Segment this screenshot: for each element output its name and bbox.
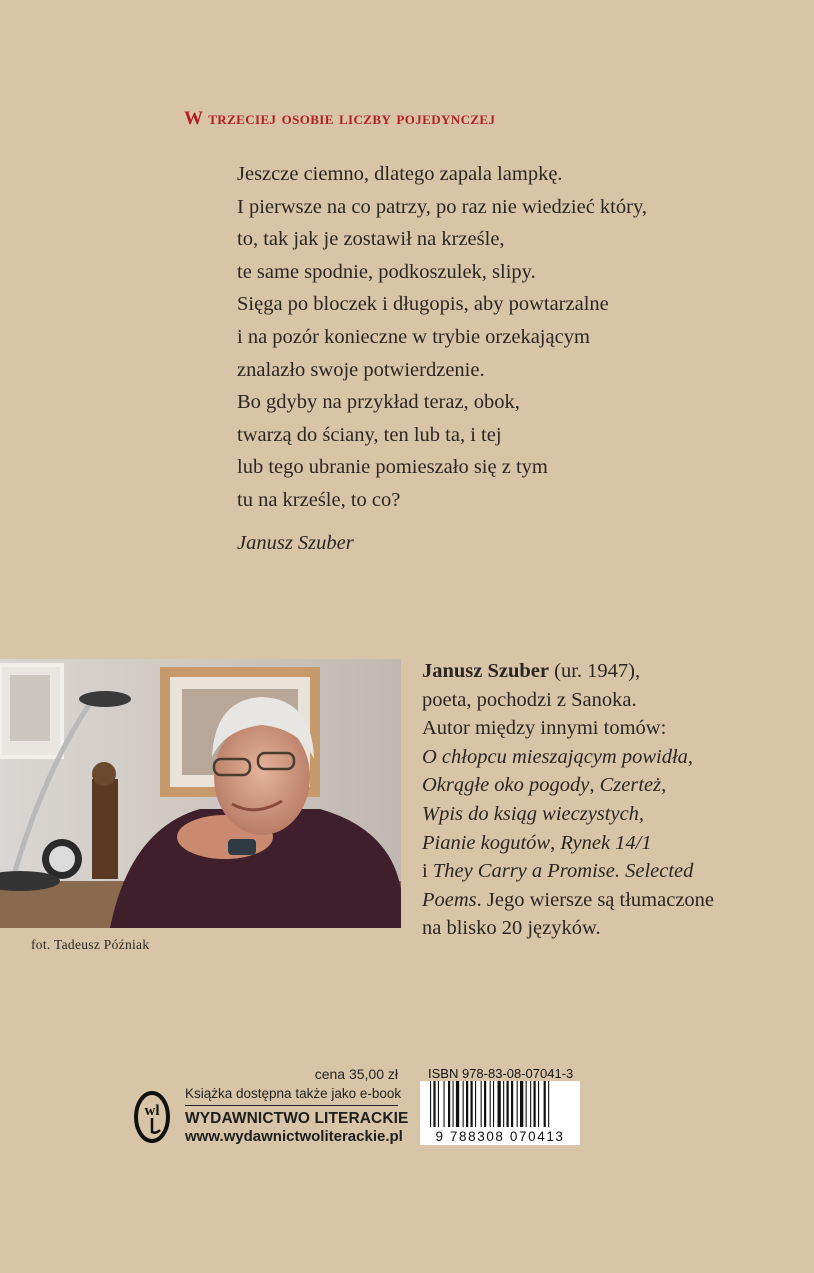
barcode-bar [444, 1081, 445, 1127]
photo-credit: fot. Tadeusz Późniak [31, 937, 150, 952]
bio-text: (ur. 1947), [549, 660, 641, 682]
poem-title: W trzeciej osobie liczby pojedynczej [184, 108, 496, 129]
barcode-bar [481, 1081, 482, 1127]
barcode-bar [507, 1081, 509, 1127]
bio-text: , [589, 774, 600, 797]
publisher-name: WYDAWNICTWO LITERACKIE [185, 1110, 409, 1127]
poem-line: I pierwsze na co patrzy, po raz nie wiedzieć który, [237, 195, 647, 218]
barcode-bar [490, 1081, 491, 1127]
barcode-bar [534, 1081, 536, 1127]
barcode-bar [475, 1081, 476, 1127]
barcode-bar [463, 1081, 464, 1127]
barcode-bar [466, 1081, 468, 1127]
poem-line: twarzą do ściany, ten lub ta, i tej [237, 423, 502, 446]
bio-book-title: Wpis do ksiąg wieczystych, [422, 802, 645, 825]
bio-book-title: They Carry a Promise. Selected [432, 860, 694, 883]
bio-book-title: Poems [422, 888, 477, 911]
barcode-bar [448, 1081, 450, 1127]
bio-text: , [550, 831, 561, 854]
poem-line: i na pozór konieczne w trybie orzekającym [237, 325, 590, 348]
barcode-bar [548, 1081, 549, 1127]
isbn-label: ISBN 978-83-08-07041-3 [428, 1066, 574, 1081]
poem-line: znalazło swoje potwierdzenie. [237, 358, 485, 381]
barcode-bar [433, 1081, 435, 1127]
poem-line: Jeszcze ciemno, dlatego zapala lampkę. [237, 163, 563, 185]
barcode-bar [438, 1081, 439, 1127]
poem-line: tu na krześle, to co? [237, 488, 401, 511]
barcode-bar [517, 1081, 518, 1127]
ebook-note: Książka dostępna także jako e-book [185, 1086, 402, 1101]
isbn-barcode [420, 1066, 580, 1146]
price: cena 35,00 zł [314, 1066, 398, 1082]
poem-author: Janusz Szuber [237, 532, 354, 554]
barcode-bar [484, 1081, 486, 1127]
bio-text: . Jego wiersze są tłumaczone [476, 888, 715, 911]
bio-text: poeta, pochodzi z Sanoka. [422, 688, 637, 711]
publisher-logo-text: wl [144, 1103, 160, 1119]
barcode-bar [493, 1081, 494, 1127]
bio-text: Autor między innymi tomów: [422, 717, 667, 740]
barcode-bar [530, 1081, 531, 1127]
barcode-bar [538, 1081, 539, 1127]
author-bio [422, 657, 752, 943]
barcode-bar [544, 1081, 546, 1127]
poem-line: Sięga po bloczek i długopis, aby powtarzalne [237, 293, 609, 316]
bio-text: na blisko 20 języków. [422, 917, 601, 940]
publisher-logo [130, 1088, 174, 1146]
poem-line: te same spodnie, podkoszulek, slipy. [237, 260, 536, 283]
barcode-bar [456, 1081, 459, 1127]
publisher-block [130, 1066, 409, 1148]
bio-book-title: Okrągłe oko pogody [422, 774, 590, 797]
author-photo [0, 659, 401, 928]
poem-body [237, 158, 647, 517]
barcode-bar [511, 1081, 513, 1127]
bio-text: , [661, 774, 667, 797]
barcode-bar [520, 1081, 523, 1127]
barcode-bar [471, 1081, 473, 1127]
barcode-bar [498, 1081, 501, 1127]
barcode-digits: 9 788308 070413 [435, 1129, 565, 1144]
barcode-bar [526, 1081, 527, 1127]
poem-line: lub tego ubranie pomieszało się z tym [237, 456, 548, 479]
poem-line: Bo gdyby na przykład teraz, obok, [237, 391, 520, 414]
bio-book-title: Pianie kogutów [422, 831, 551, 854]
barcode-bar [430, 1081, 431, 1127]
bio-book-title: Rynek 14/1 [560, 831, 652, 854]
barcode-bar [503, 1081, 504, 1127]
publisher-url: www.wydawnictwoliterackie.pl [185, 1128, 403, 1145]
bio-book-title: Czerteż [599, 774, 662, 797]
bio-text: i [422, 860, 433, 883]
poem-line: to, tak jak je zostawił na krześle, [237, 228, 505, 251]
bio-author-name: Janusz Szuber [422, 660, 550, 682]
bio-book-title: O chłopcu mieszającym powidła, [422, 745, 694, 768]
barcode-bar [453, 1081, 454, 1127]
divider [185, 1105, 398, 1106]
